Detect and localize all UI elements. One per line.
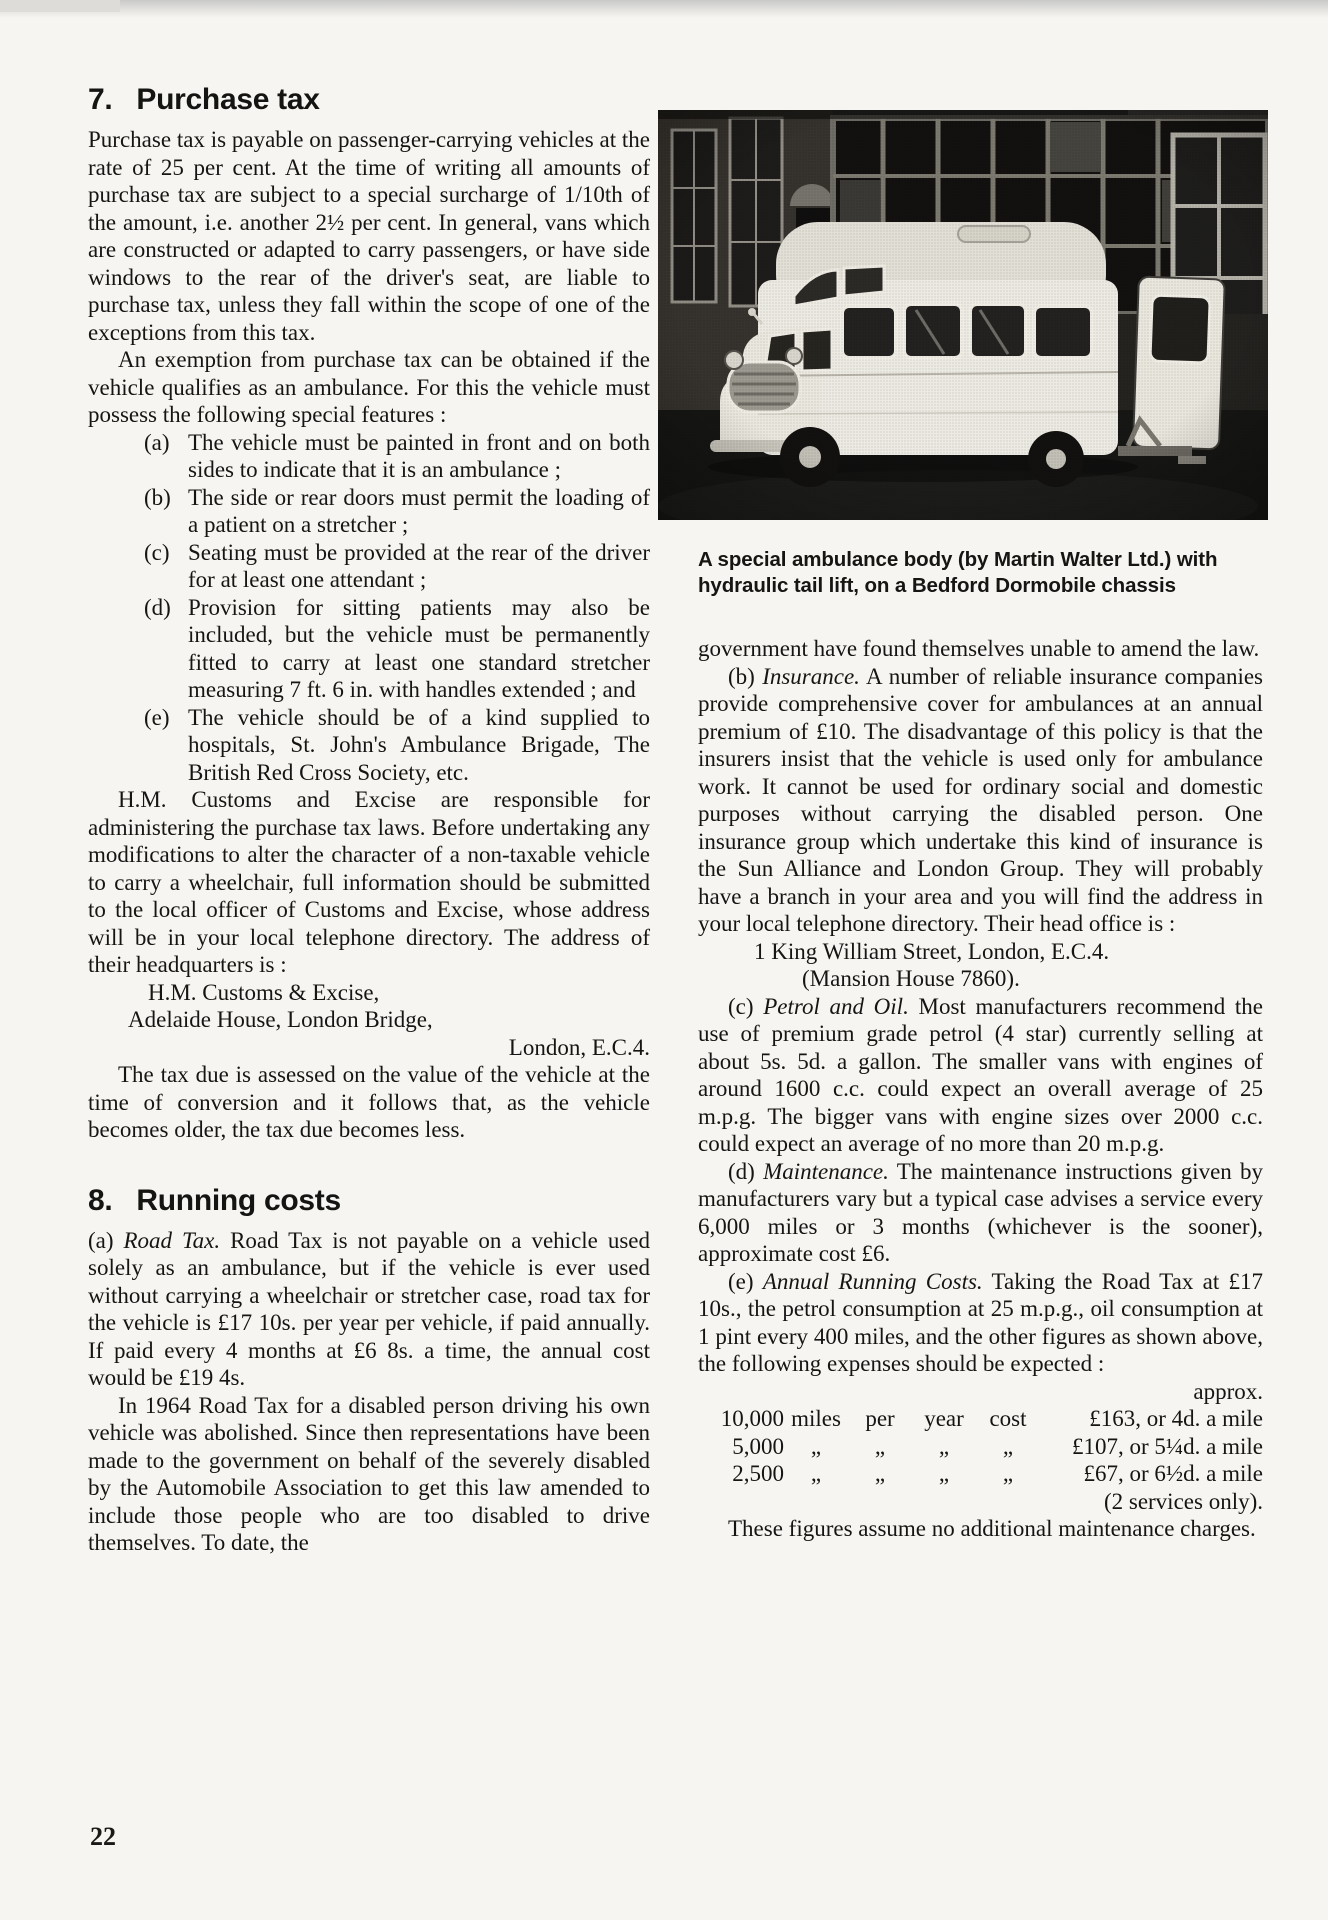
ditto-mark: „ (938, 1461, 950, 1486)
feature-label: (d) (144, 594, 171, 620)
law-continuation-paragraph: government have found themselves unable to amend the law. (698, 636, 1260, 661)
customs-address-line-3: London, E.C.4. (508, 1034, 650, 1060)
col-word: year (924, 1406, 964, 1431)
ambulance-photo (658, 110, 1268, 520)
maintenance-term: Maintenance. (763, 1158, 889, 1184)
annual-costs-paragraph (698, 1268, 1263, 1378)
road-tax-label: (a) (88, 1227, 114, 1253)
right-column-text (698, 635, 1263, 1543)
right-column (658, 110, 1268, 1543)
feature-label: (c) (144, 539, 170, 565)
cost-table-row (698, 1433, 1263, 1461)
feature-item-b (88, 484, 650, 539)
insurance-text: A number of reliable insurance companies provide comprehensive cover for ambulances at an annual premium of £10. The disadvantage of this policy is that the insurers insist that the vehicle is used only for ambulance work. It cannot be used for ordinary social and domestic purposes without carrying the disabled person. One insurance group which undertake this kind of insurance is the Sun Alliance and London Group. They will probably have a branch in your area and you will find the address in your local telephone directory. Their head office is : (698, 663, 1263, 936)
customs-paragraph: H.M. Customs and Excise are responsible for administering the purchase tax laws. Before undertaking any modifications to alter the character of a non-taxable vehicle to carry a wheelchair, full information should be submitted to the local officer of Customs and Excise, whose address will be in your local telephone directory. The address of their headquarters is : (88, 787, 650, 977)
feature-label: (e) (144, 704, 170, 730)
maintenance-paragraph (698, 1158, 1263, 1268)
cost-table-row (698, 1460, 1263, 1488)
miles-value: 2,500 (732, 1461, 784, 1486)
road-tax-text: Road Tax is not payable on a vehicle used solely as an ambulance, but if the vehicle is ever used without carrying a wheelchair or stretcher case, road tax for the vehicle is £17 10s. per year per vehicle, if paid annually. If paid every 4 months at £6 8s. a time, the annual cost would be £19 4s. (88, 1227, 650, 1390)
insurance-paragraph (698, 663, 1263, 938)
annual-costs-text: Taking the Road Tax at £17 10s., the petrol consumption at 25 m.p.g., oil consumption at 1 pint every 400 miles, and the other figures as shown above, the following expenses should be expected : (698, 1268, 1264, 1376)
maintenance-label: (d) (728, 1158, 755, 1184)
feature-label: (b) (144, 484, 171, 510)
insurer-address-line-1: 1 King William Street, London, E.C.4. (754, 938, 1110, 964)
feature-item-d (88, 594, 650, 704)
feature-text: Provision for sitting patients may also be included, but the vehicle must be permanently fitted to carry at least one standard stretcher measuring 7 ft. 6 in. with handles extended ; and (188, 594, 650, 702)
feature-item-c (88, 539, 650, 594)
feature-text: Seating must be provided at the rear of the driver for at least one attendant ; (188, 539, 650, 592)
miles-value: 10,000 (720, 1406, 784, 1431)
petrol-text: Most manufacturers recommend the use of premium grade petrol (4 star) currently selling at about 5s. 5d. a gallon. The smaller vans with engines of around 1600 c.c. could expect an overall average of 25 m.p.g. The bigger vans with engine sizes over 2000 c.c. could expect an average of no more than 20 m.p.g. (698, 993, 1264, 1156)
feature-text: The vehicle should be of a kind supplied to hospitals, St. John's Ambulance Brigade, The British Red Cross Society, etc. (188, 704, 650, 785)
section-7-heading (88, 83, 650, 117)
section-7-title: Purchase tax (136, 83, 320, 116)
section-8-number: 8. (88, 1183, 113, 1217)
customs-address-line-1: H.M. Customs & Excise, (148, 979, 380, 1005)
col-word: miles (791, 1406, 841, 1431)
cost-value: £67, or 6½d. a mile (1083, 1461, 1263, 1486)
insurance-term: Insurance. (762, 663, 860, 689)
insurer-address-line-2: (Mansion House 7860). (802, 966, 1020, 991)
cost-table-row (698, 1405, 1263, 1433)
petrol-label: (c) (728, 993, 754, 1019)
ditto-mark: „ (1002, 1433, 1014, 1459)
ditto-mark: „ (938, 1433, 950, 1459)
cost-value: £107, or 5¼d. a mile (1072, 1433, 1263, 1459)
road-tax-paragraph (88, 1227, 650, 1392)
feature-text: The vehicle must be painted in front and on both sides to indicate that it is an ambulance ; (188, 429, 650, 482)
annual-costs-term: Annual Running Costs. (762, 1268, 983, 1294)
customs-address-line-2: Adelaide House, London Bridge, (128, 1007, 433, 1032)
road-tax-1964-paragraph: In 1964 Road Tax for a disabled person driving his own vehicle was abolished. Since then representations have been made to the government on behalf of the severely disabled by the Automobile Association to get this law amended to include those people who are too disabled to drive themselves. To date, the (88, 1392, 650, 1555)
closing-paragraph: These figures assume no additional maintenance charges. (728, 1516, 1256, 1541)
col-word: cost (989, 1406, 1027, 1431)
petrol-term: Petrol and Oil. (763, 993, 909, 1019)
ditto-mark: „ (1002, 1461, 1014, 1486)
approx-label: approx. (1193, 1378, 1263, 1404)
feature-item-e (88, 704, 650, 787)
scan-edge-artifact (0, 0, 1328, 18)
annual-costs-label: (e) (728, 1268, 754, 1294)
miles-value: 5,000 (732, 1433, 784, 1459)
left-column (88, 83, 650, 1557)
section-8-heading (88, 1184, 650, 1218)
cost-value: £163, or 4d. a mile (1089, 1406, 1263, 1431)
exemption-paragraph: An exemption from purchase tax can be obtained if the vehicle qualifies as an ambulance. For this the vehicle must possess the following special features : (88, 347, 650, 427)
ditto-mark: „ (874, 1461, 886, 1486)
purchase-tax-intro-paragraph: Purchase tax is payable on passenger-carrying vehicles at the rate of 25 per cent. At the time of writing all amounts of purchase tax are subject to a special surcharge of 1/10th of the amount, i.e. another 2½ per cent. In general, vans which are constructed or adapted to carry passengers, or have side windows to the rear of the driver's seat, are liable to purchase tax, unless they fall within the scope of one of the exceptions from this tax. (88, 127, 650, 345)
maintenance-text: The maintenance instructions given by manufacturers vary but a typical case advises a service every 6,000 miles or 3 months (whichever is the sooner), approximate cost £6. (698, 1158, 1263, 1266)
services-note: (2 services only). (1103, 1488, 1263, 1514)
feature-label: (a) (144, 429, 170, 455)
road-tax-term: Road Tax. (123, 1227, 221, 1253)
photo-caption: A special ambulance body (by Martin Walter Ltd.) with hydraulic tail lift, on a Bedford Dormobile chassis (698, 548, 1218, 597)
petrol-paragraph (698, 993, 1263, 1158)
ditto-mark: „ (874, 1433, 886, 1459)
insurance-label: (b) (728, 663, 755, 689)
feature-item-a (88, 429, 650, 484)
ditto-mark: „ (810, 1461, 822, 1486)
scan-corner-artifact (0, 0, 120, 12)
page-number: 22 (90, 1822, 116, 1851)
col-word: per (865, 1406, 895, 1431)
ditto-mark: „ (810, 1433, 822, 1459)
section-7-number: 7. (88, 83, 113, 116)
tax-value-paragraph: The tax due is assessed on the value of the vehicle at the time of conversion and it follows that, as the vehicle becomes older, the tax due becomes less. (88, 1062, 650, 1142)
section-8-title: Running costs (136, 1183, 341, 1217)
feature-text: The side or rear doors must permit the loading of a patient on a stretcher ; (188, 484, 650, 537)
